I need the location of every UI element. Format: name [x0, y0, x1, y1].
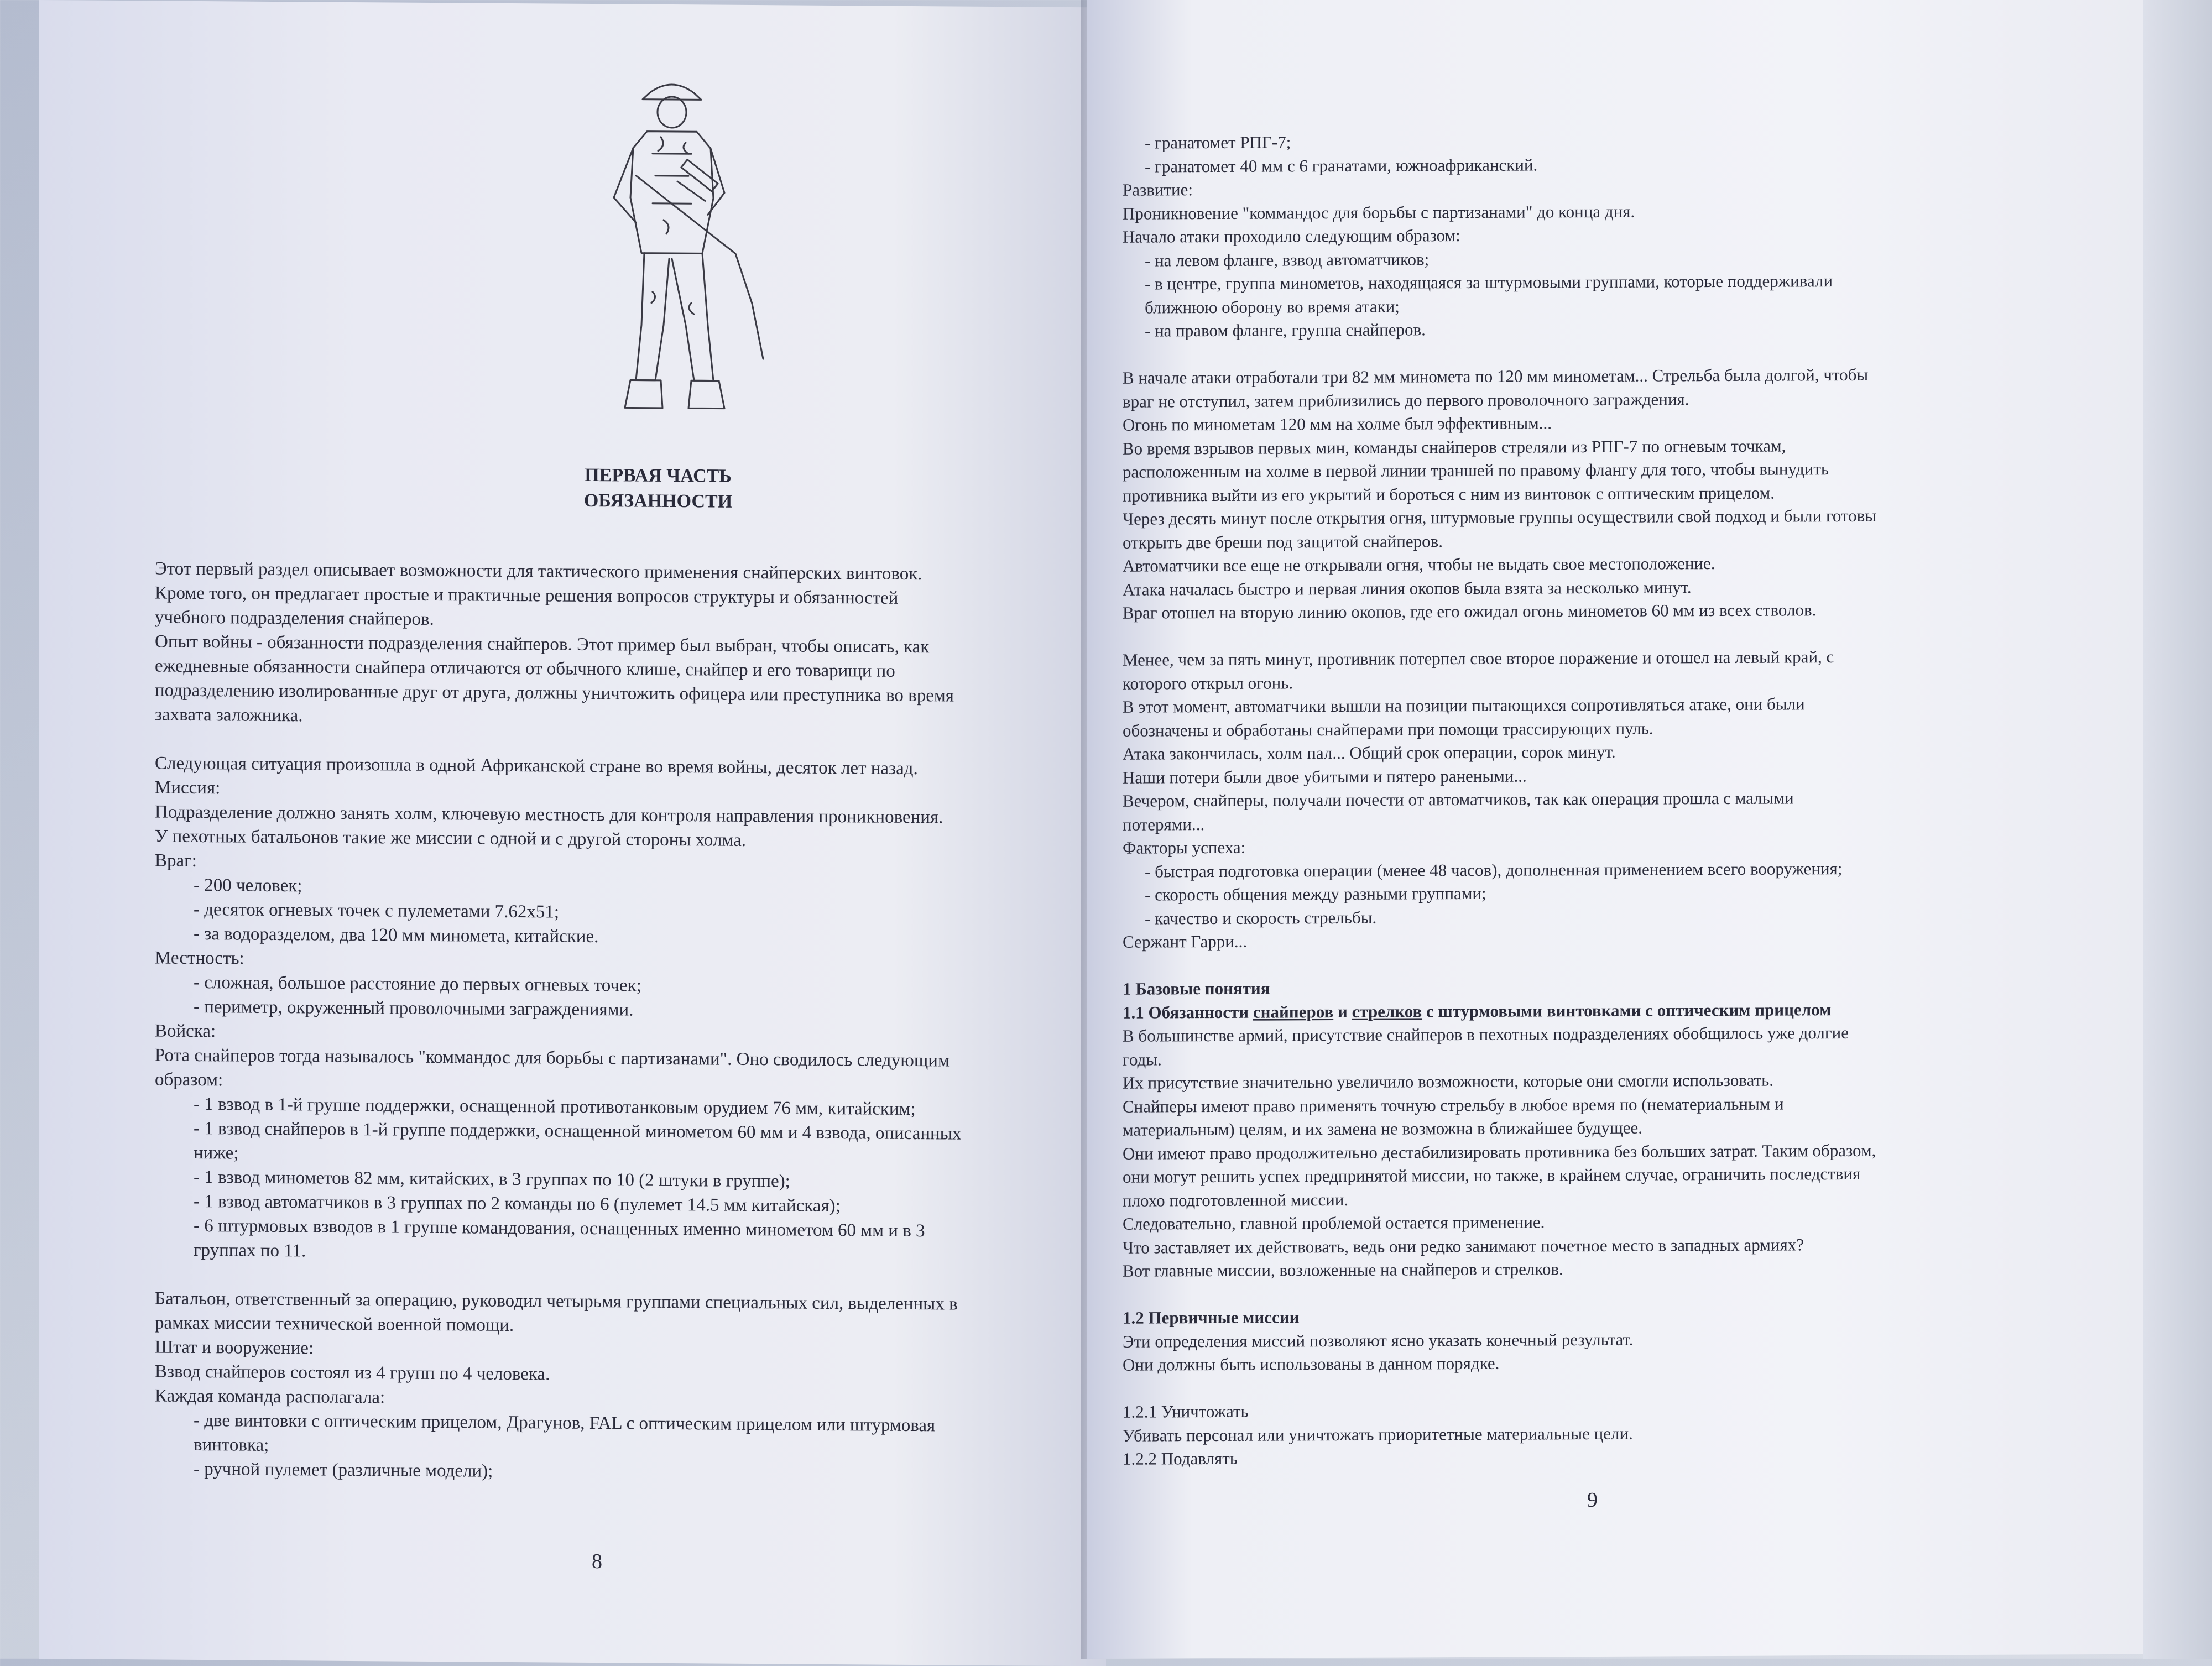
list-item: - периметр, окруженный проволочными заграждениями. [194, 996, 634, 1020]
list-item: - на левом фланге, взвод автоматчиков; [1145, 249, 1430, 270]
text-line: Каждая команда располагала: [155, 1386, 385, 1408]
list-item: - 1 взвод автоматчиков в 3 группах по 2 команды по 6 (пулемет 14.5 мм китайская); [194, 1191, 841, 1216]
text-line: Кроме того, он предлагает простые и практичные решения вопросов структуры и обязанностей [155, 583, 899, 608]
text-line: годы. [1123, 1049, 1162, 1069]
text-line: Враг отошел на вторую линию окопов, где его ожидал огонь минометов 60 мм из всех стволов. [1123, 600, 1817, 623]
text-line: Через десять минут после открытия огня, штурмовые группы осуществили свой подход и были готовы [1123, 505, 1877, 529]
text-line: Миссия: [155, 777, 221, 798]
section-title-line-1: ПЕРВАЯ ЧАСТЬ [585, 464, 732, 487]
list-item: - гранатомет 40 мм с 6 гранатами, южноафриканский. [1145, 154, 1538, 176]
list-item: - ручной пулемет (различные модели); [194, 1459, 493, 1481]
text-line: Автоматчики все еще не открывали огня, чтобы не выдать свое местоположение. [1123, 553, 1715, 576]
text-line: Начало атаки проходило следующим образом: [1123, 226, 1460, 247]
text-line: Этот первый раздел описывает возможности для тактического применения снайперских винтовок. [155, 558, 922, 584]
list-item: - скорость общения между разными группами; [1145, 883, 1486, 905]
text-line: Взвод снайперов состоял из 4 групп по 4 человека. [155, 1361, 550, 1385]
text-line: Следовательно, главной проблемой остается применение. [1123, 1212, 1545, 1234]
text-line: они могут решить успех предпринятой миссии, но также, в крайнем случае, ограничить последствия [1123, 1163, 1861, 1187]
text-line: Вот главные миссии, возложенные на снайперов и стрелков. [1123, 1259, 1563, 1281]
text-line: материальным) целям, и их замена не возможна в ближайшее будущее. [1123, 1117, 1642, 1140]
text-line: Они имеют право продолжительно дестабилизировать противника без больших затрат. Таким образом, [1123, 1140, 1876, 1163]
text-line: 1.2.1 Уничтожать [1123, 1401, 1249, 1422]
text-line: Наши потери были двое убитыми и пятеро ранеными... [1123, 766, 1527, 787]
heading-underlined-shooters: стрелков [1352, 1001, 1422, 1021]
heading-part: и [1333, 1001, 1352, 1021]
text-line: учебного подразделения снайперов. [155, 607, 434, 629]
list-item: - две винтовки с оптическим прицелом, Драгунов, FAL с оптическим прицелом или штурмовая [194, 1410, 936, 1436]
list-item: - 200 человек; [194, 875, 302, 896]
page-number: 8 [592, 1549, 602, 1574]
heading-part: с штурмовыми винтовками с оптическим прицелом [1422, 999, 1832, 1021]
section-title-line-2: ОБЯЗАННОСТИ [583, 490, 733, 512]
text-line: Батальон, ответственный за операцию, руководил четырьмя группами специальных сил, выделенных в [155, 1288, 958, 1314]
soldier-illustration [553, 70, 796, 436]
right-page [1087, 0, 2143, 1659]
section-title [525, 462, 791, 515]
text-line: которого открыл огонь. [1123, 672, 1293, 693]
page-number: 9 [1587, 1488, 1598, 1512]
table-surface [2143, 0, 2212, 1659]
text-line: Штат и вооружение: [155, 1337, 314, 1359]
text-line: Проникновение "коммандос для борьбы с партизанами" до конца дня. [1123, 201, 1635, 223]
text-line: Менее, чем за пять минут, противник потерпел свое второе поражение и отошел на левый край, с [1123, 647, 1834, 670]
text-line: рамках миссии технической военной помощи. [155, 1313, 514, 1335]
heading-part: 1.1 Обязанности [1123, 1002, 1253, 1022]
list-item: группах по 11. [194, 1240, 306, 1261]
text-line: Они должны быть использованы в данном порядке. [1123, 1353, 1500, 1375]
text-line: открыть две бреши под защитой снайперов. [1123, 531, 1443, 552]
text-line: Подразделение должно занять холм, ключевую местность для контроля направления проникновения. [155, 802, 943, 828]
text-line: 1.2.2 Подавлять [1123, 1448, 1238, 1469]
text-line: В этот момент, автоматчики вышли на позиции пытающихся сопротивляться атаке, они были [1123, 694, 1805, 717]
heading-primary-missions: 1.2 Первичные миссии [1123, 1307, 1300, 1328]
list-item: - сложная, большое расстояние до первых огневых точек; [194, 972, 641, 996]
text-line: Огонь по минометам 120 мм на холме был эффективным... [1123, 413, 1552, 435]
text-line: Развитие: [1123, 180, 1193, 200]
right-page-body [1123, 127, 2101, 1471]
text-line: Вечером, снайперы, получали почести от автоматчиков, так как операция прошла с малыми [1123, 788, 1794, 811]
text-line: противника выйти из его укрытий и бороться с ним из винтовок с оптическим прицелом. [1123, 483, 1775, 505]
text-line: захвата заложника. [155, 704, 303, 726]
text-line: ежедневные обязанности снайпера отличаются от обычного клише, снайпер и его товарищи по [155, 656, 895, 681]
text-line: Местность: [155, 948, 244, 969]
list-item: - качество и скорость стрельбы. [1145, 907, 1377, 928]
list-item: - быстрая подготовка операции (менее 48 часов), дополненная применением всего вооружения; [1145, 858, 1843, 881]
text-line: Что заставляет их действовать, ведь они редко занимают почетное место в западных армиях? [1123, 1234, 1804, 1257]
text-line: Атака закончилась, холм пал... Общий срок операции, сорок минут. [1123, 741, 1616, 764]
heading-underlined-snipers: снайперов [1253, 1001, 1334, 1022]
list-item: - десяток огневых точек с пулеметами 7.62x51; [194, 899, 560, 922]
list-item: ближнюю оборону во время атаки; [1145, 296, 1400, 317]
text-line: Снайперы имеют право применять точную стрельбу в любое время по (нематериальным и [1123, 1093, 1784, 1116]
text-line: Сержант Гарри... [1123, 931, 1248, 952]
list-item: - на правом фланге, группа снайперов. [1145, 320, 1426, 341]
list-item: - 1 взвод в 1-й группе поддержки, оснащенной противотанковым орудием 76 мм, китайским; [194, 1094, 916, 1120]
text-line: потерями... [1123, 814, 1205, 834]
left-page-body [155, 556, 1095, 1487]
text-line: Следующая ситуация произошла в одной Африканской стране во время войны, десяток лет назад. [155, 753, 918, 779]
text-line: Атака началась быстро и первая линия окопов была взята за несколько минут. [1123, 577, 1692, 599]
text-line: расположенным на холме в первой линии траншей по правому флангу для того, чтобы вынудить [1123, 459, 1829, 482]
text-line: Убивать персонал или уничтожать приоритетные материальные цели. [1123, 1423, 1633, 1445]
list-item: - 1 взвод снайперов в 1-й группе поддержки, оснащенной минометом 60 мм и 4 взвода, описанных [194, 1118, 962, 1144]
text-line: Факторы успеха: [1123, 837, 1246, 858]
list-item: - за водоразделом, два 120 мм миномета, китайские. [194, 923, 599, 947]
text-line: Войска: [155, 1021, 216, 1042]
text-line: плохо подготовленной миссии. [1123, 1189, 1349, 1210]
list-item: - 1 взвод минометов 82 мм, китайских, в 3 группах по 10 (2 штуки в группе); [194, 1167, 790, 1192]
list-item: - 6 штурмовых взводов в 1 группе командования, оснащенных именно минометом 60 мм и в 3 [194, 1215, 925, 1241]
text-line: образом: [155, 1069, 223, 1090]
text-line: Их присутствие значительно увеличило возможности, которые они смогли использовать. [1123, 1070, 1773, 1093]
text-line: Враг: [155, 850, 197, 871]
text-line: Эти определения миссий позволяют ясно указать конечный результат. [1123, 1329, 1634, 1351]
text-line: подразделению изолированные друг от друга, должны уничтожить офицера или преступника во время [155, 680, 954, 706]
text-line: обозначены и обработаны снайперами при помощи трассирующих пуль. [1123, 718, 1653, 740]
text-line: Опыт войны - обязанности подразделения снайперов. Этот пример был выбран, чтобы описать, как [155, 631, 930, 657]
text-line: враг не отступил, затем приблизились до первого проволочного заграждения. [1123, 389, 1689, 411]
text-line: В большинстве армий, присутствие снайперов в пехотных подразделениях обобщилось уже долгие [1123, 1022, 1849, 1046]
left-page [39, 0, 1106, 1666]
text-line: У пехотных батальонов такие же миссии с одной и с другой стороны холма. [155, 826, 747, 850]
list-item: ниже; [194, 1142, 239, 1163]
heading-basic-concepts: 1 Базовые понятия [1123, 978, 1270, 999]
list-item: - в центре, группа минометов, находящаяся за штурмовыми группами, которые поддерживали [1145, 271, 1833, 294]
list-item: - гранатомет РПГ-7; [1145, 132, 1291, 153]
text-line: Рота снайперов тогда называлось "коммандос для борьбы с партизанами". Оно сводилось следующим [155, 1045, 950, 1071]
list-item: винтовка; [194, 1434, 269, 1455]
text-line: Во время взрывов первых мин, команды снайперов стреляли из РПГ-7 по огневым точкам, [1123, 435, 1786, 458]
text-line: В начале атаки отработали три 82 мм миномета по 120 мм минометам... Стрельба была долгой, чтобы [1123, 364, 1869, 388]
